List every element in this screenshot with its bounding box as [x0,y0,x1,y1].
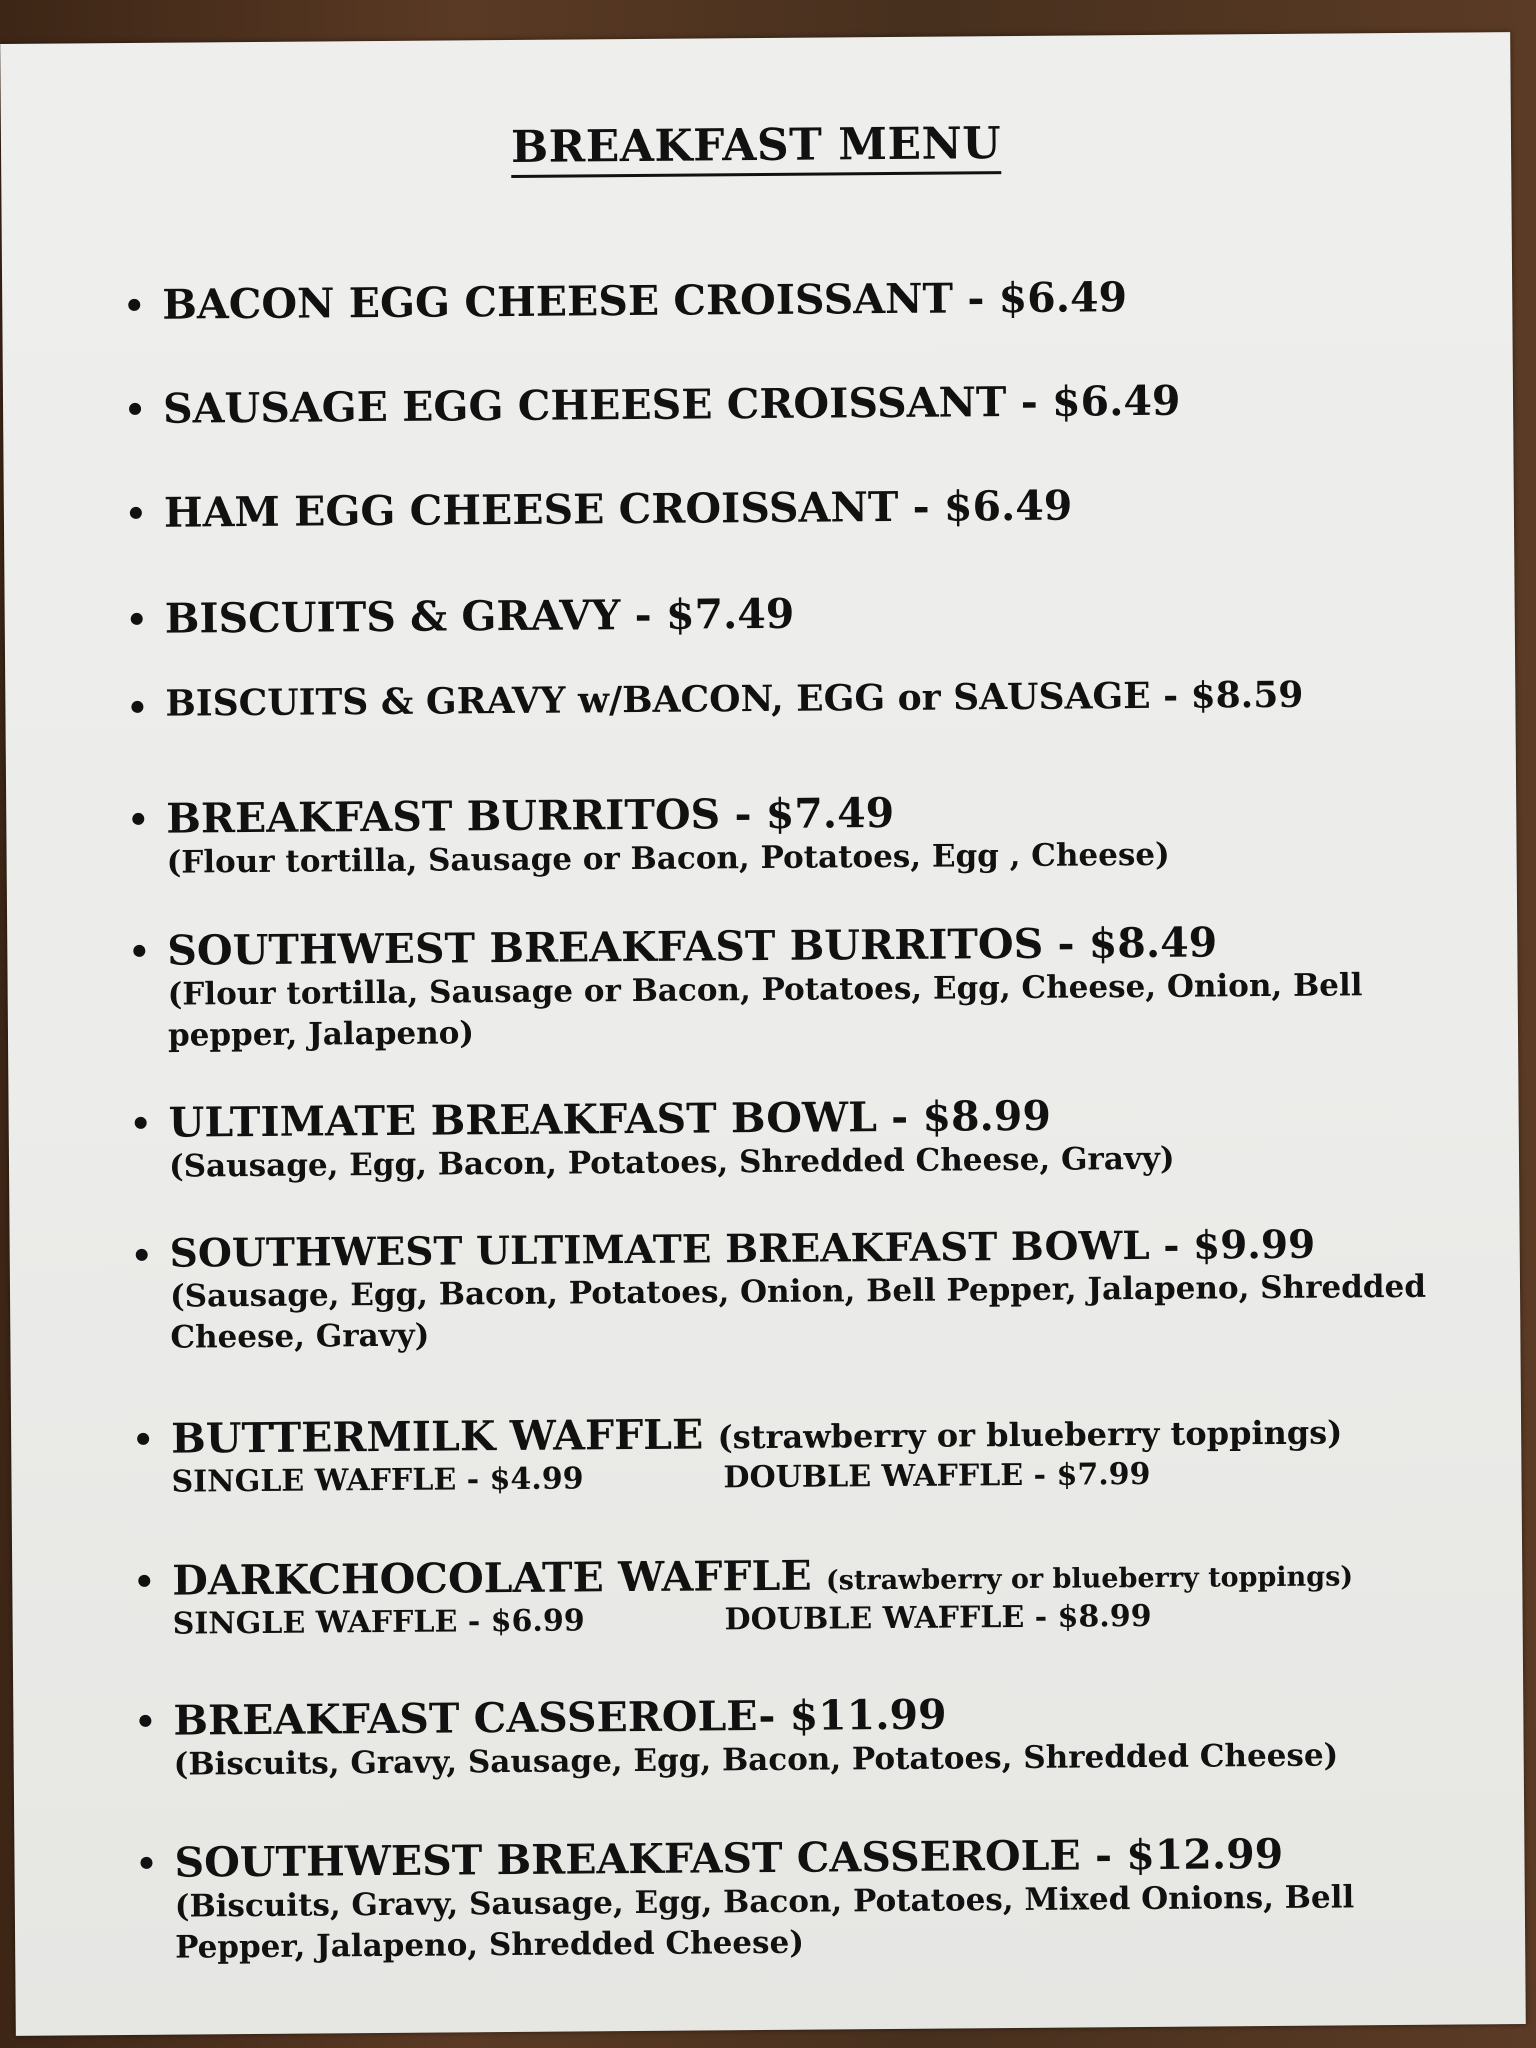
menu-item-heading: BISCUITS & GRAVY - $7.49 [164,589,795,643]
item-name: BREAKFAST BURRITOS [166,790,721,843]
item-name: SOUTHWEST BREAKFAST BURRITOS [167,919,1044,975]
menu-item-heading: BACON EGG CHEESE CROISSANT - $6.49 [162,273,1128,329]
item-name: BACON EGG CHEESE CROISSANT [162,274,954,329]
item-price: $8.59 [1190,673,1304,717]
double-waffle-price: DOUBLE WAFFLE - $7.99 [723,1456,1151,1496]
menu-item [170,1220,1481,1358]
menu-item [166,784,1477,883]
waffle-variants [172,1596,1482,1641]
bullet-icon [131,613,143,625]
item-price: $11.99 [789,1690,947,1740]
menu-item-heading: ULTIMATE BREAKFAST BOWL - $8.99 [168,1091,1052,1147]
waffle-variants [171,1454,1481,1499]
item-name: DARKCHOCOLATE WAFFLE [172,1551,812,1605]
menu-item [171,1404,1482,1499]
item-name: BISCUITS & GRAVY [164,591,621,643]
menu-item [163,374,1473,432]
single-waffle-price: SINGLE WAFFLE - $4.99 [171,1461,584,1500]
item-price: $6.49 [1051,376,1181,426]
item-name: ULTIMATE BREAKFAST BOWL [168,1093,878,1147]
menu-item-heading: SAUSAGE EGG CHEESE CROISSANT - $6.49 [162,376,1181,433]
item-name: BISCUITS & GRAVY w/BACON, EGG or SAUSAGE [165,674,1151,725]
item-price: $8.99 [922,1091,1052,1141]
item-price: $7.49 [765,788,895,838]
bullet-icon [136,1249,148,1261]
bullet-icon [129,403,141,415]
item-name: BUTTERMILK WAFFLE [170,1410,704,1463]
bullet-icon [137,1433,149,1445]
bullet-icon [131,701,143,713]
menu-item-heading: HAM EGG CHEESE CROISSANT - $6.49 [163,481,1073,537]
item-name: BREAKFAST CASSEROLE [173,1692,759,1745]
menu-item [165,672,1475,724]
item-price: $7.49 [665,589,795,639]
item-note: (strawberry or blueberry toppings) [717,1413,1343,1457]
menu-item [164,478,1474,536]
menu-item [174,1828,1485,1968]
bullet-icon [133,945,145,957]
menu-item-heading: SOUTHWEST BREAKFAST CASSEROLE - $12.99 [174,1829,1284,1887]
item-name: SOUTHWEST ULTIMATE BREAKFAST BOWL [169,1222,1150,1277]
menu-item [172,1546,1483,1641]
bullet-icon [140,1857,152,1869]
item-price: $8.49 [1088,918,1218,968]
menu-item-heading [171,1404,1481,1462]
bullet-icon [138,1575,150,1587]
menu-item [162,270,1472,328]
item-description: (Flour tortilla, Sausage or Bacon, Potatoes, Egg , Cheese) [166,836,1170,881]
menu-sheet [0,32,1526,2036]
item-price: $6.49 [943,481,1073,531]
menu-item [168,1088,1479,1187]
item-name: HAM EGG CHEESE CROISSANT [163,482,899,537]
menu-item [173,1686,1484,1785]
menu-item-heading: BREAKFAST CASSEROLE- $11.99 [173,1690,947,1745]
item-note: (strawberry or blueberry toppings) [825,1561,1354,1597]
item-price: $12.99 [1126,1829,1284,1880]
menu-title [1,114,1511,177]
bullet-icon [128,299,140,311]
menu-item-heading: SOUTHWEST BREAKFAST BURRITOS - $8.49 [167,918,1218,975]
menu-item-heading: SOUTHWEST ULTIMATE BREAKFAST BOWL - $9.99 [169,1221,1316,1277]
bullet-icon [139,1715,151,1727]
item-name: SAUSAGE EGG CHEESE CROISSANT [162,378,1007,433]
menu-item-heading [172,1546,1482,1604]
item-name: SOUTHWEST BREAKFAST CASSEROLE [174,1831,1081,1887]
menu-item [167,916,1478,1056]
item-description: (Biscuits, Gravy, Sausage, Egg, Bacon, Potatoes, Mixed Onions, Bell Pepper, Jalapeno, Shredded Cheese) [174,1879,1355,1966]
item-description: (Flour tortilla, Sausage or Bacon, Potatoes, Egg, Cheese, Onion, Bell pepper, Jalapeno) [167,967,1363,1054]
single-waffle-price: SINGLE WAFFLE - $6.99 [172,1603,585,1642]
bullet-icon [130,507,142,519]
menu-item [165,584,1475,642]
item-price: $6.49 [998,273,1128,323]
bullet-icon [135,1117,147,1129]
double-waffle-price: DOUBLE WAFFLE - $8.99 [724,1598,1152,1638]
item-description: (Sausage, Egg, Bacon, Potatoes, Shredded Cheese, Gravy) [168,1140,1175,1185]
menu-title-text: BREAKFAST MENU [511,118,1002,178]
menu-item-heading: BISCUITS & GRAVY w/BACON, EGG or SAUSAGE - $8.59 [165,673,1304,725]
bullet-icon [132,813,144,825]
menu-item-heading: BREAKFAST BURRITOS - $7.49 [166,788,895,843]
item-price: $9.99 [1192,1221,1316,1269]
item-description: (Sausage, Egg, Bacon, Potatoes, Onion, Bell Pepper, Jalapeno, Shredded Cheese, Gravy) [169,1268,1427,1356]
item-description: (Biscuits, Gravy, Sausage, Egg, Bacon, Potatoes, Shredded Cheese) [173,1737,1339,1783]
